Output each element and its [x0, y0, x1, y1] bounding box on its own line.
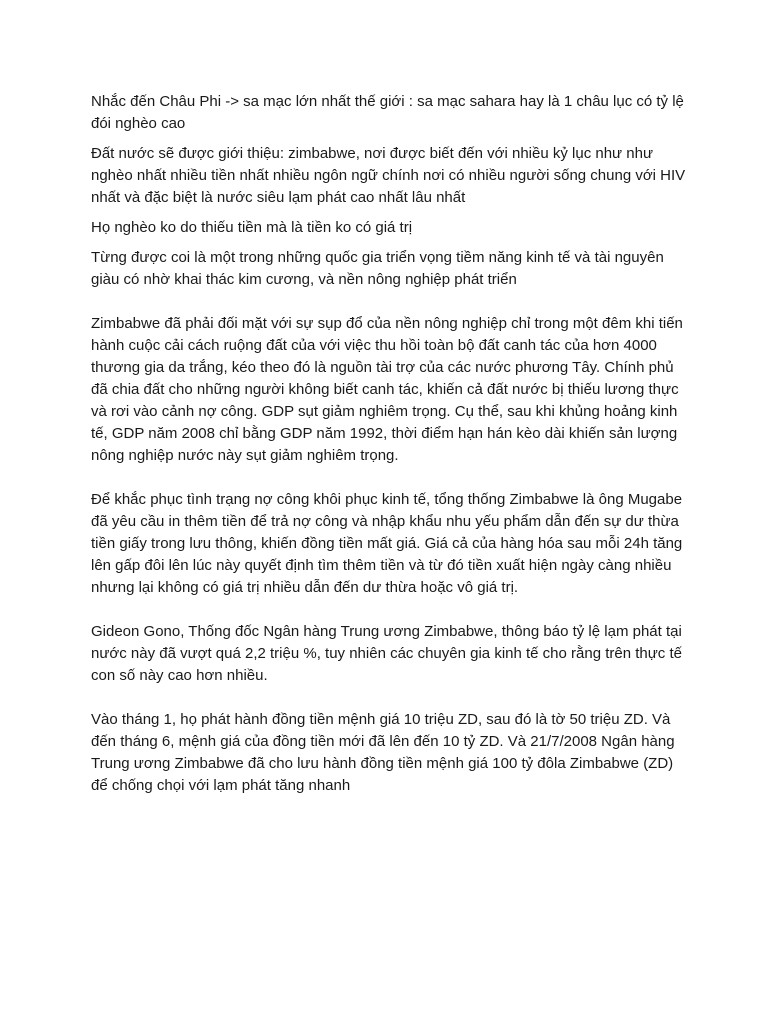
paragraph-money-worthless: Họ nghèo ko do thiếu tiền mà là tiền ko có giá trị: [91, 219, 413, 236]
paragraph-inflation-rate: Gideon Gono, Thống đốc Ngân hàng Trung ương Zimbabwe, thông báo tỷ lệ lạm phát tại nước này đã vượt quá 2,2 triệu %, tuy nhiên các chuyên gia kinh tế cho rằng trên thực tế con số này cao hơn nhiều.: [91, 623, 682, 684]
paragraph-intro-africa: Nhắc đến Châu Phi -> sa mạc lớn nhất thế giới : sa mạc sahara hay là 1 châu lục có tỷ lệ đói nghèo cao: [91, 93, 684, 132]
paragraph-money-printing: Để khắc phục tình trạng nợ công khôi phục kinh tế, tổng thống Zimbabwe là ông Mugabe đã yêu cầu in thêm tiền để trả nợ công và nhập khẩu nhu yếu phẩm dẫn đến sự dư thừa tiền giấy trong lưu thông, khiến đồng tiền mất giá. Giá cả của hàng hóa sau mỗi 24h tăng lên gấp đôi lên lúc này quyết định tìm thêm tiền và từ đó tiền xuất hiện ngày càng nhiều nhưng lại không có giá trị nhiều dẫn đến dư thừa hoặc vô giá trị.: [91, 491, 683, 596]
paragraph-banknotes: Vào tháng 1, họ phát hành đồng tiền mệnh giá 10 triệu ZD, sau đó là tờ 50 triệu ZD. Và đến tháng 6, mệnh giá của đồng tiền mới đã lên đến 10 tỷ ZD. Và 21/7/2008 Ngân hàng Trung ương Zimbabwe đã cho lưu hành đồng tiền mệnh giá 100 tỷ đôla Zimbabwe (ZD) để chống chọi với lạm phát tăng nhanh: [91, 711, 675, 794]
paragraph-agriculture-collapse: Zimbabwe đã phải đối mặt với sự sụp đổ của nền nông nghiệp chỉ trong một đêm khi tiến hành cuộc cải cách ruộng đất của với việc thu hồi toàn bộ đất canh tác của hơn 4000 thương gia da trắng, kéo theo đó là nguồn tài trợ của các nước phương Tây. Chính phủ đã chia đất cho những người không biết canh tác, khiến cả đất nước bị thiếu lương thực và rơi vào cảnh nợ công. GDP sụt giảm nghiêm trọng. Cụ thể, sau khi khủng hoảng kinh tế, GDP năm 2008 chỉ bằng GDP năm 1992, thời điểm hạn hán kèo dài khiến sản lượng nông nghiệp nước này sụt giảm nghiêm trọng.: [91, 315, 683, 464]
paragraph-potential: Từng được coi là một trong những quốc gia triển vọng tiềm năng kinh tế và tài nguyên giàu có nhờ khai thác kim cương, và nền nông nghiệp phát triển: [91, 249, 664, 288]
document-body: [91, 91, 691, 797]
paragraph-zimbabwe-records: Đất nước sẽ được giới thiệu: zimbabwe, nơi được biết đến với nhiều kỷ lục như như nghèo nhất nhiều tiền nhất nhiều ngôn ngữ chính nơi có nhiều người sống chung với HIV nhất và đặc biệt là nước siêu lạm phát cao nhất lâu nhất: [91, 145, 686, 206]
